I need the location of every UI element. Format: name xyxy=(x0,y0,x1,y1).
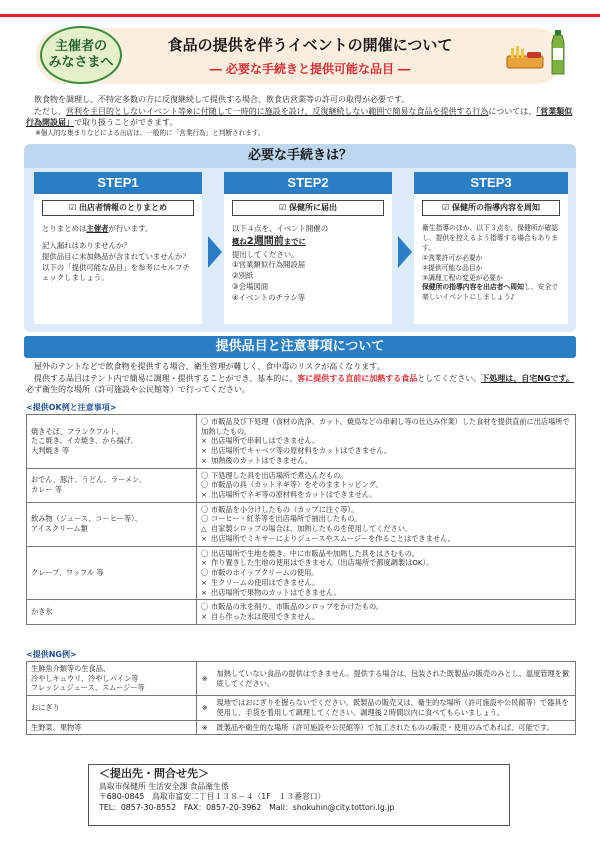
arrow-right-icon xyxy=(398,236,412,268)
ng-examples-label: <提供NG例> xyxy=(26,650,77,659)
items-p2-c: としてください。 xyxy=(417,373,482,383)
ng-text: 既製品や衛生的な場所（許可施設や公民館等）で加工されたものの販売・使用のみであれば、可能です。 xyxy=(213,720,576,735)
step1-line4: 以下の「提供可能な品目」を参考にセルフチェックしましょう。 xyxy=(42,262,190,283)
badge-line2: みなさまへ xyxy=(48,55,114,70)
step3-line2 xyxy=(422,283,560,303)
note-mark: 〇 xyxy=(201,514,209,524)
note-text: 加熱後のカットはできません。 xyxy=(211,455,312,465)
ok-notes xyxy=(197,546,576,600)
step2-heading: STEP2 xyxy=(224,172,392,194)
intro-line2 xyxy=(26,106,578,129)
step1-line1-a: とりまとめは xyxy=(42,224,87,234)
note-item xyxy=(201,534,571,544)
step2-line1: 以下４点を、イベント開催の xyxy=(232,224,329,234)
note-text: 出店場所で串刺しはできません。 xyxy=(211,436,320,446)
table-row xyxy=(27,546,576,600)
contact-org: 鳥取市保健所 生活安全課 食品衛生係 xyxy=(99,781,229,791)
page-title: 食品の提供を伴うイベントの開催について xyxy=(167,36,453,54)
step3-item: ②提供可能な品目か xyxy=(422,263,483,272)
note-text: 出店場所でミキサーによりジュースやスムージーを作ることはできません。 xyxy=(211,533,455,543)
note-text: 市販品の氷を削り、市販品のシロップをかけたもの。 xyxy=(211,602,384,612)
category-line: 大判焼き 等 xyxy=(31,446,70,456)
items-section-title: 提供品目と注意事項について xyxy=(24,336,576,358)
category-line: カレー 等 xyxy=(31,485,63,495)
step2-body xyxy=(224,220,392,307)
intro-note: ※個人的な集まりなどによる出店は、一般的に「営業行為」と判断されます。 xyxy=(35,128,265,137)
note-item xyxy=(201,524,571,534)
note-text: 出店場所で果物のカットはできません。 xyxy=(211,587,341,597)
note-mark: 〇 xyxy=(201,480,209,490)
note-text: コーヒー・紅茶等を出店場所で抽出したもの。 xyxy=(211,514,362,524)
table-row xyxy=(27,600,576,624)
category-line: おにぎり xyxy=(31,703,60,713)
note-mark: △ xyxy=(201,524,207,534)
note-item xyxy=(201,456,571,466)
items-section-text xyxy=(26,361,578,396)
note-item xyxy=(201,471,571,481)
note-item xyxy=(201,568,571,578)
ng-mark: ※ xyxy=(197,720,213,735)
ng-text: 現地ではおにぎりを握らないでください。既製品の販売又は、衛生的な場所（許可施設や公民館等）で器具を使用し、手袋を着用して調理してください。調理後２時間以内に食べてもらいましょう。 xyxy=(213,696,576,720)
intro-line2-a: ただし、 xyxy=(34,106,66,116)
step3-card xyxy=(414,172,568,324)
ng-category xyxy=(27,720,197,735)
note-item xyxy=(201,549,571,559)
note-text: 作り置きした生地の使用はできません（出店場所で都度調製はOK）。 xyxy=(211,558,434,568)
step3-notice: 保健所の指導内容を出店者へ周知 xyxy=(422,283,524,292)
items-p2 xyxy=(26,373,578,396)
header-top-line xyxy=(0,14,600,17)
note-mark: × xyxy=(201,533,208,543)
contact-heading: ＜提出先・問合せ先＞ xyxy=(99,767,209,780)
category-line: 焼きそば、フランクフルト、 xyxy=(31,426,124,436)
page-subtitle: ― 必要な手続きと提供可能な品目 ― xyxy=(209,62,411,76)
note-mark: 〇 xyxy=(201,417,209,426)
header xyxy=(0,0,600,92)
category-line: 生鮮魚介類等の生食品、 xyxy=(31,664,111,673)
category-line: クレープ、ワッフル 等 xyxy=(31,568,104,578)
intro-line2-underlined: 営利を主目的としないイベント等※に付随して一時的に施設を設け、反復継続しない範囲で簡易な食品を提供する行為 xyxy=(66,106,489,116)
ok-category xyxy=(27,468,197,502)
note-mark: 〇 xyxy=(201,568,209,578)
note-text: 生クリームの使用はできません。 xyxy=(211,577,320,587)
category-line: かき氷 xyxy=(31,607,53,617)
note-mark: × xyxy=(201,436,208,446)
ok-notes xyxy=(197,502,576,546)
note-item xyxy=(201,505,571,515)
ok-category xyxy=(27,415,197,469)
step3-line1: 衛生指導のほか、以下３点を、保健所が確認し、提供を控えるよう指導する場合もあります。 xyxy=(422,224,558,253)
note-text: 自家製シロップの場合は、加熱したものを使用してください。 xyxy=(211,524,413,534)
category-line: 飲み物（ジュース、コーヒー等）、 xyxy=(31,514,142,524)
items-p1: 屋外のテントなどで飲食物を提供する場合、衛生管理が難しく、食中毒のリスクが高くなります。 xyxy=(34,362,385,371)
note-item xyxy=(201,602,571,612)
ok-notes xyxy=(197,415,576,469)
table-row xyxy=(27,415,576,469)
note-mark: × xyxy=(201,490,208,500)
note-mark: × xyxy=(201,611,208,621)
step1-line2: 記入漏れはありませんか？ xyxy=(42,241,131,251)
contact-phone-mail[interactable]: TEL：0857-30-8552 FAX：0857-20-3962 Mail：shokuhin@city.tottori.lg.jp xyxy=(99,802,395,812)
ng-category xyxy=(27,662,197,696)
badge-line1: 主催者の xyxy=(54,39,107,55)
ok-notes xyxy=(197,600,576,624)
note-mark: × xyxy=(201,455,208,465)
note-item xyxy=(201,578,571,588)
intro-line2-form-name: 「営業類似行為開設届」 xyxy=(26,106,573,128)
intro-line1: 飲食物を調理し、不特定多数の方に反復継続して提供する場合、飲食店営業等の許可の取得が必要です。 xyxy=(34,95,410,104)
note-item xyxy=(201,417,571,436)
ok-category xyxy=(27,502,197,546)
table-row xyxy=(27,502,576,546)
step1-subtitle: ☑ 出店者情報のとりまとめ xyxy=(42,200,194,216)
ng-mark: ※ xyxy=(197,696,213,720)
ng-category xyxy=(27,696,197,720)
ok-examples-table xyxy=(26,414,576,625)
contact-address: 〒680-0845 鳥取市富安二丁目１３８－４（1F １３番窓口） xyxy=(99,792,326,802)
note-mark: 〇 xyxy=(201,602,209,612)
procedures-section xyxy=(24,144,576,332)
note-mark: × xyxy=(201,577,208,587)
items-p2-no-home-prep: 下処理は、自宅NGです。 xyxy=(481,373,574,383)
note-mark: × xyxy=(201,446,208,456)
note-item xyxy=(201,490,571,500)
table-row xyxy=(27,468,576,502)
step1-organizer: 主催者 xyxy=(86,224,109,234)
food-tray-icon xyxy=(505,44,545,70)
note-item xyxy=(201,558,571,568)
step2-deadline: 2週間前 xyxy=(246,236,284,248)
step2-line2 xyxy=(232,235,384,250)
step3-subtitle: ☑ 保健所の指導内容を周知 xyxy=(422,200,560,216)
note-mark: 〇 xyxy=(201,504,209,514)
ok-notes xyxy=(197,468,576,502)
step3-body xyxy=(414,220,568,307)
note-item xyxy=(201,514,571,524)
intro-text xyxy=(26,94,578,138)
note-mark: × xyxy=(201,587,208,597)
note-text: 出店場所でキャベツ等の原材料をカットはできません。 xyxy=(211,446,392,456)
note-text: 市販品の具（カットネギ等）をそのままトッピング。 xyxy=(211,480,383,490)
ng-examples-table xyxy=(26,661,576,735)
step2-item: ②別紙 xyxy=(232,271,254,281)
items-p2-a: 提供する品目はテント内で簡易に調理・提供することができ、基本的に、 xyxy=(34,373,298,383)
step3-heading: STEP3 xyxy=(414,172,568,194)
note-item xyxy=(201,436,571,446)
step2-item: ③会場図面 xyxy=(232,281,269,291)
ok-category xyxy=(27,546,197,600)
tea-bottle-icon xyxy=(550,30,566,76)
note-text: 出店場所でネギ等の原材料をカットはできません。 xyxy=(211,490,377,500)
intro-line2-c: については、 xyxy=(488,106,537,116)
step1-card xyxy=(34,172,202,324)
procedures-title: 必要な手続きは？ xyxy=(24,144,576,168)
category-line: 生野菜、果物等 xyxy=(31,722,82,732)
intro-line2-e: で取り扱うことができます。 xyxy=(74,118,178,128)
note-text: 市販のホイップクリームの使用。 xyxy=(211,568,319,578)
note-text: 自ら作った氷は使用できません。 xyxy=(211,611,320,621)
ng-mark: ※ xyxy=(197,662,213,696)
note-mark: 〇 xyxy=(201,548,209,558)
note-text: 市販品を小分けしたもの（カップに注ぐ等）。 xyxy=(211,504,359,514)
audience-badge xyxy=(40,26,122,84)
category-line: たこ焼き、イカ焼き、から揚げ、 xyxy=(31,436,138,446)
step3-item: ①営業許可が必要か xyxy=(422,253,483,262)
arrow-right-icon xyxy=(208,236,222,268)
category-line: フレッシュジュース、スムージー等 xyxy=(31,683,145,693)
ng-text: 加熱していない食品の提供はできません。提供する場合は、包装された既製品の販売のみとし、温度管理を徹底してください。 xyxy=(213,662,576,696)
step2-item: ④イベントのチラシ等 xyxy=(232,292,306,302)
step2-item: ①営業類似行為開設届 xyxy=(232,260,306,270)
note-item xyxy=(201,446,571,456)
note-item xyxy=(201,612,571,622)
step2-approx: 概ね xyxy=(232,237,247,247)
step3-item: ③調理工程の変更が必要か xyxy=(422,273,503,282)
note-text: 市販品及び下処理（食材の洗浄、カット、焼鳥などの串刺し等の仕込み作業）した食材を提供直前に出店場所で加熱したもの。 xyxy=(201,417,570,436)
ok-examples-label: <提供OK例と注意事項> xyxy=(26,403,117,412)
table-row xyxy=(27,696,576,720)
category-line: おでん、豚汁、うどん、ラーメン、 xyxy=(31,475,146,485)
step2-subtitle: ☑ 保健所に届出 xyxy=(232,200,384,216)
contact-box xyxy=(88,764,510,826)
step3-line2-b: し、安全で楽しいイベントにしましょう♪ xyxy=(422,283,558,302)
step1-heading: STEP1 xyxy=(34,172,202,194)
step1-line1 xyxy=(42,224,194,235)
items-p2-highlight: 客に提供する直前に加熱する食品 xyxy=(297,373,418,383)
step1-body xyxy=(34,220,202,288)
table-row xyxy=(27,720,576,735)
table-row xyxy=(27,662,576,696)
note-text: 下処理した具を出店場所で煮込んだもの。 xyxy=(211,470,348,480)
note-item xyxy=(201,480,571,490)
category-line: 冷やしキュウリ、冷やしパイン等 xyxy=(31,673,139,683)
step2-line3: 提出してください。 xyxy=(232,249,299,259)
note-mark: × xyxy=(201,558,208,568)
items-p2-e: 必ず衛生的な場所（許可施設や公民館等）で行ってください。 xyxy=(26,385,250,395)
ok-category xyxy=(27,600,197,624)
step2-card xyxy=(224,172,392,324)
note-text: 出店場所で生地を焼き、中に市販品や加熱した具をはさむもの。 xyxy=(211,548,419,558)
note-item xyxy=(201,588,571,598)
note-mark: 〇 xyxy=(201,470,209,480)
category-line: アイスクリーム類 xyxy=(31,524,88,534)
step1-line1-c: が行います。 xyxy=(108,224,153,234)
step1-line3: 提供品目に未加熱品が含まれていませんか？ xyxy=(42,251,190,261)
step2-by: までに xyxy=(283,237,306,247)
